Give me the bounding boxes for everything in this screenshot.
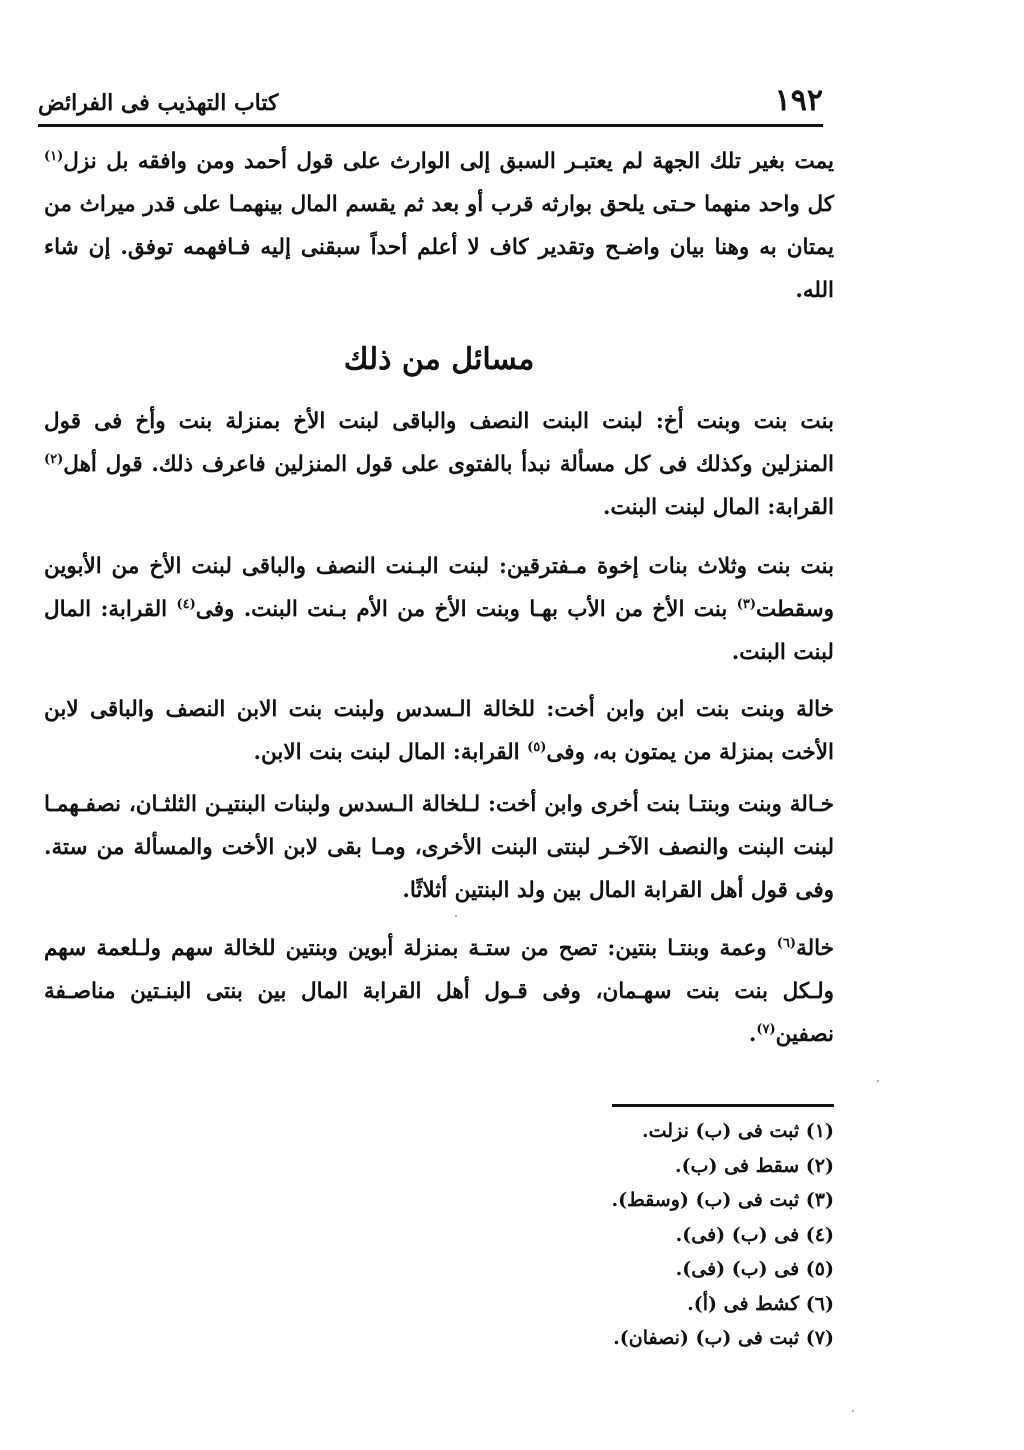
scan-speck: [455, 915, 457, 917]
scan-speck: [852, 1410, 854, 1412]
problem-1-text-a: بنت بنت وبنت أخ: لبنت البنت النصف والباقى لبنت الأخ بمنزلة بنت وأخ فى قول المنزلين وكذلك فى كل مسألة نبدأ بالفتوى على قول المنزلين فاعرف ذلك. قول أهل: [44, 409, 834, 477]
problem-2-text-c: القرابة: المال لبنت البنت.: [44, 597, 834, 665]
problem-1-text-b: القرابة: المال لبنت البنت.: [603, 495, 834, 520]
problem-paragraph-2: [44, 545, 834, 674]
footnote-item: (٤) فى (ب) (فى).: [675, 1223, 834, 1246]
intro-text-part-1: يمت بغير تلك الجهة لم يعتبـر السبق إلى الوارث على قول أحمد ومن وافقه بل نزل: [63, 149, 834, 174]
page-number: ١٩٢: [774, 83, 823, 118]
footnote-ref-3: (٣): [736, 596, 756, 612]
problem-2-text-a: بنت بنت وثلاث بنات إخوة مـفترقين: لبنت البـنت النصف والباقى لبنت الأخ من الأبوين وسقطت: [44, 554, 835, 622]
footnote-item: (٢) سقط فى (ب).: [674, 1154, 834, 1177]
problem-5-text-a: خالة: [796, 936, 834, 961]
footnote-ref-7: (٧): [756, 1021, 776, 1037]
problem-5-text-b: وعمة وبنتـا بنتين: تصح من ستـة بمنزلة أبوين وبنتين للخالة سهم ولـلعمة سهم ولـكل بنت بنت سهـمان، وفى قـول أهل القرابة المال بين بنتى البنـتين مناصـفة نصفين: [44, 936, 834, 1047]
problem-paragraph-5: [44, 927, 834, 1056]
problem-paragraph-1: [44, 400, 834, 529]
footnote-item: (٣) ثبت فى (ب) (وسقط).: [611, 1189, 834, 1211]
footnote-ref-5: (٥): [527, 739, 547, 755]
running-title: كتاب التهذيب فى الفرائض: [38, 90, 279, 116]
intro-text-part-2: كل واحد منهما حـتى يلحق بوارثه قرب أو بعد ثم يقسم المال بينهمـا على قدر ميراث من يمتان به وهنا بيان واضـح وتقدير كاف لا أعلم أحداً سبقنى إليه فـافهمه توفق. إن شاء الله.: [44, 192, 834, 303]
problem-2-text-b: بنت الأخ من الأب بهـا وبنت الأخ من الأم بـنت البنت. وفى: [195, 597, 737, 622]
intro-paragraph: [44, 140, 834, 312]
footnote-separator: [612, 1104, 834, 1107]
problem-paragraph-3: [44, 688, 834, 774]
problem-3-text-a: خالة وبنت بنت ابن وابن أخت: للخالة الـسدس ولبنت بنت الابن النصف والباقى لابن الأخت بمنزلة من يمتون به، وفى: [44, 697, 834, 765]
footnote-ref-6: (٦): [776, 935, 797, 951]
footnote-item: (١) ثبت فى (ب) نزلت.: [642, 1120, 834, 1142]
footnote-list: [334, 1114, 834, 1356]
section-heading: مسائل من ذلك: [343, 342, 535, 377]
footnote-item: (٥) فى (ب) (فى).: [675, 1258, 834, 1280]
footnote-ref-2: (٢): [44, 451, 64, 467]
page-header: [38, 78, 823, 127]
problem-3-text-b: القرابة: المال لبنت بنت الابن.: [253, 740, 528, 765]
footnote-ref-4: (٤): [176, 596, 196, 612]
scan-speck: [877, 1080, 879, 1082]
footnote-ref-1: (١): [44, 148, 64, 164]
problem-5-text-c: .: [748, 1022, 757, 1047]
problem-paragraph-4: خـالة وبنت وبنتـا بنت أخرى وابن أخت: لـلخالة الـسدس ولبنات البنتيـن الثلثـان، نصفـهمـا لبنت البنت والنصف الآخـر لبنتى البنت الأخرى، ومـا بقى لابن الأخت والمسألة من ستة. وفى قول أهل القرابة المال بين ولد البنتين أثلاثًا.: [44, 792, 834, 903]
footnote-item: (٧) ثبت فى (ب) (نصفان).: [613, 1327, 834, 1349]
footnote-item: (٦) كشط فى (أ).: [687, 1292, 834, 1315]
